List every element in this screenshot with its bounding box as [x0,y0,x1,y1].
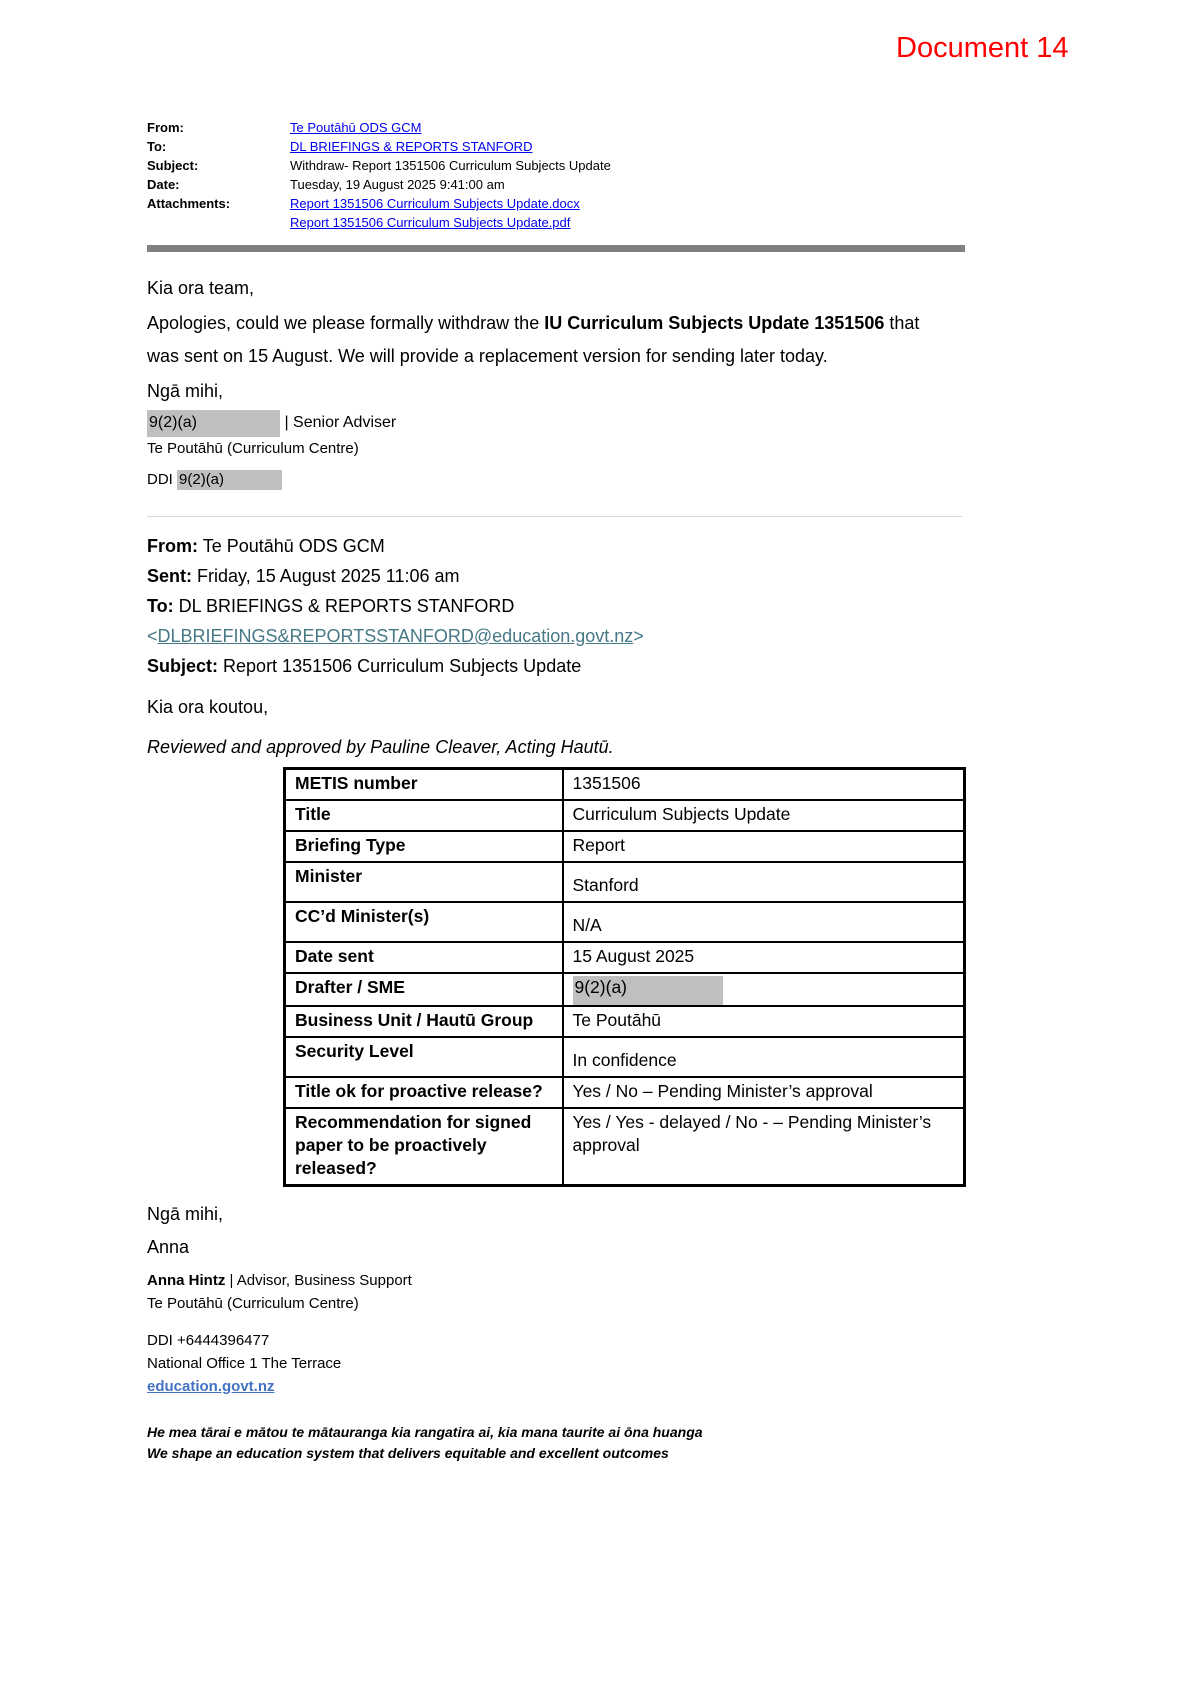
motto-english: We shape an education system that delivers equitable and excellent outcomes [147,1445,669,1461]
email2-to-value: DL BRIEFINGS & REPORTS STANFORD [178,596,515,616]
email1-sig-org: Te Poutāhū (Curriculum Centre) [147,440,359,457]
table-row [285,831,965,862]
table-row [285,1108,965,1186]
email1-signature [147,410,1043,490]
email1-text-pre: Apologies, could we please formally withdraw the [147,313,545,333]
angle-bracket-open: < [147,626,158,646]
email1-ddi-line [147,470,1043,490]
email2-to-email-line [147,621,1043,651]
header-divider-bar [147,245,965,252]
table-row-label: Drafter / SME [285,973,563,1006]
email1-text-post: that was sent on 15 August. We will provide a replacement version for sending later today. [147,313,920,366]
email2-subject-value: Report 1351506 Curriculum Subjects Update [223,656,582,676]
email2-approval-note: Reviewed and approved by Pauline Cleaver, Acting Hautū. [147,737,614,757]
email-header-block [147,118,1043,232]
email2-from-value: Te Poutāhū ODS GCM [202,536,385,556]
email2-sent-value: Friday, 15 August 2025 11:06 am [197,566,460,586]
table-row-label: METIS number [285,769,563,801]
table-row-label: Business Unit / Hautū Group [285,1006,563,1037]
email2-sent-line [147,561,1043,591]
table-row [285,800,965,831]
table-row-label: Title ok for proactive release? [285,1077,563,1108]
reply-divider-line [147,516,962,517]
table-row [285,1006,965,1037]
subject-label: Subject: [147,656,219,676]
email2-to-line [147,591,1043,621]
to-address-link[interactable]: DL BRIEFINGS & REPORTS STANFORD [290,139,533,154]
to-label: To: [147,139,167,154]
redaction-code: 9(2)(a) [149,414,198,431]
table-row-label: Briefing Type [285,831,563,862]
redaction-box [573,976,723,1005]
table-row-label: Minister [285,862,563,902]
email2-from-line [147,531,1043,561]
email1-closing: Ngā mihi, [147,381,224,401]
table-row-label: Security Level [285,1037,563,1077]
table-row [285,902,965,942]
email2-sig-name: Anna Hintz [147,1272,226,1289]
attachment-pdf-link[interactable]: Report 1351506 Curriculum Subjects Update.pdf [290,215,571,230]
table-row-value: 15 August 2025 [563,942,965,973]
email2-sig-org: Te Poutāhū (Curriculum Centre) [147,1295,359,1312]
table-row-label: CC’d Minister(s) [285,902,563,942]
table-row [285,1077,965,1108]
date-label: Date: [147,177,180,192]
table-row-value: In confidence [563,1037,965,1077]
email2-sig-name-line [147,1269,1043,1292]
table-row-value [563,973,965,1006]
metis-details-table [283,767,966,1187]
email2-signoff-name: Anna [147,1237,190,1257]
table-row-value: Report [563,831,965,862]
email1-paragraph [147,307,952,373]
table-row-value: N/A [563,902,965,942]
document-number-label: Document 14 [896,32,1069,64]
organisation-motto [147,1422,1043,1464]
email2-sig-role: | Advisor, Business Support [225,1272,412,1289]
email1-body [147,272,1043,490]
from-label: From: [147,536,198,556]
email1-text-bold: IU Curriculum Subjects Update 1351506 [544,313,885,333]
table-row-value: Te Poutāhū [563,1006,965,1037]
email2-subject-line [147,651,1043,681]
motto-maori: He mea tārai e mātou te mātauranga kia rangatira ai, kia mana taurite ai ōna huanga [147,1424,703,1440]
to-label: To: [147,596,174,616]
email2-contact-block [147,1329,1043,1398]
redaction-box [147,410,280,437]
table-row-value: Stanford [563,862,965,902]
sent-label: Sent: [147,566,192,586]
table-row [285,1037,965,1077]
email2-signature [147,1269,1043,1315]
email2-to-email-link[interactable]: DLBRIEFINGS&REPORTSSTANFORD@education.govt.nz [157,626,634,646]
email2-ddi: DDI +6444396477 [147,1332,270,1349]
from-address-link[interactable]: Te Poutāhū ODS GCM [290,120,422,135]
attachments-label: Attachments: [147,196,231,211]
ddi-label: DDI [147,471,173,488]
email2-header-block [147,531,1043,681]
attachments-list [290,194,1043,232]
date-value: Tuesday, 19 August 2025 9:41:00 am [290,177,505,192]
table-row-value: 1351506 [563,769,965,801]
attachment-docx-link[interactable]: Report 1351506 Curriculum Subjects Update.docx [290,196,580,211]
table-row [285,942,965,973]
website-link[interactable]: education.govt.nz [147,1378,275,1395]
email1-sig-role: | Senior Adviser [284,414,397,431]
table-row-value: Yes / No – Pending Minister’s approval [563,1077,965,1108]
email1-sig-name-line [147,410,1043,437]
redaction-box [177,470,282,490]
table-row [285,862,965,902]
subject-value: Withdraw- Report 1351506 Curriculum Subjects Update [290,158,611,173]
table-row-label: Date sent [285,942,563,973]
table-row-value: Yes / Yes - delayed / No - – Pending Minister’s approval [563,1108,965,1186]
from-label: From: [147,120,184,135]
angle-bracket-close: > [633,626,644,646]
email1-greeting: Kia ora team, [147,278,255,298]
email2-closing: Ngā mihi, [147,1204,224,1224]
table-row [285,769,965,801]
redaction-code: 9(2)(a) [179,471,225,488]
email2-address: National Office 1 The Terrace [147,1355,342,1372]
table-row-label: Recommendation for signed paper to be proactively released? [285,1108,563,1186]
table-row-label: Title [285,800,563,831]
redaction-code: 9(2)(a) [574,977,628,997]
table-row-value: Curriculum Subjects Update [563,800,965,831]
email2-greeting: Kia ora koutou, [147,697,269,717]
subject-label: Subject: [147,158,199,173]
table-row-drafter [285,973,965,1006]
